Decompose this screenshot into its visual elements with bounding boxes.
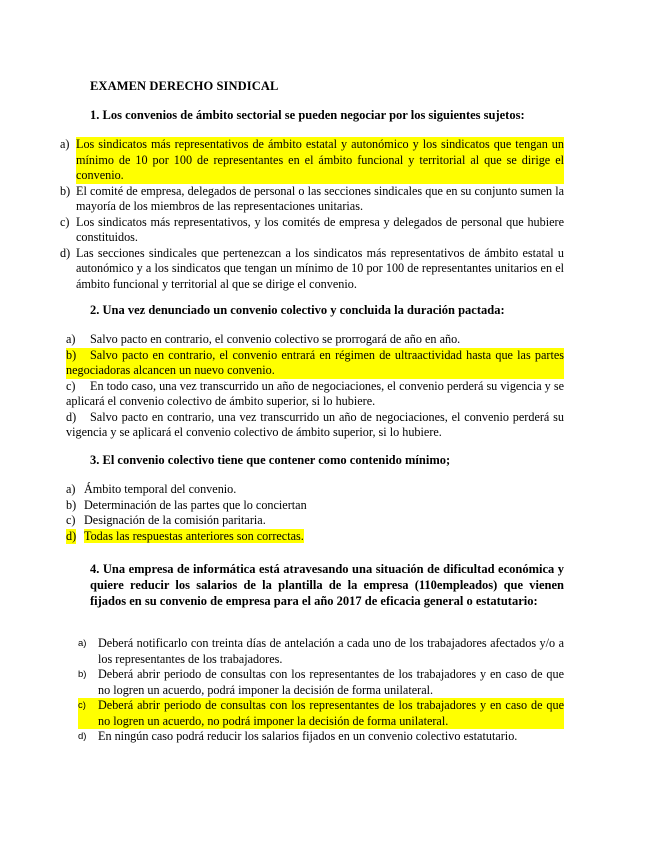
option-text: Los sindicatos más representativos de ámbito estatal y autonómico y los sindicatos que tengan un mínimo de 10 por 100 de representantes en el ámbito funcional y territorial al que se dirige el convenio. [76,137,564,182]
option-text: En ningún caso podrá reducir los salarios fijados en un convenio colectivo estatutario. [98,729,518,743]
question-1-option-d [60,246,564,293]
option-label: a) [78,638,87,649]
option-label: b) [78,669,87,680]
option-label: c) [66,513,76,527]
option-text: Salvo pacto en contrario, una vez transcurrido un año de negociaciones, el convenio perderá su vigencia y se aplicará el convenio colectivo de ámbito superior, si lo hubiere. [66,409,564,439]
question-3-options [66,482,466,544]
question-2-heading: 2. Una vez denunciado un convenio colectivo y concluida la duración pactada: [90,303,505,317]
question-1-options [60,137,564,292]
question-3-option-c [66,513,466,529]
document-title: EXAMEN DERECHO SINDICAL [90,79,279,93]
option-label: c) [60,214,70,229]
option-label: a) [66,332,76,346]
option-text: Salvo pacto en contrario, el convenio entrará en régimen de ultraactividad hasta que las partes negociadoras alcancen un nuevo convenio. [66,347,564,377]
question-2-options [66,332,564,441]
option-text: El comité de empresa, delegados de personal o las secciones sindicales que en su conjunto sumen la mayoría de los miembros de las representaciones unitarias. [76,183,564,213]
option-label: b) [60,183,71,198]
option-label: d) [60,245,71,260]
option-text: Los sindicatos más representativos, y los comités de empresa y delegados de personal que hubiere constituidos. [76,214,564,244]
question-2-option-b [66,348,564,379]
question-1-heading: 1. Los convenios de ámbito sectorial se pueden negociar por los siguientes sujetos: [90,108,525,122]
option-text: Ámbito temporal del convenio. [84,482,237,496]
option-label: d) [66,409,77,424]
question-3-option-b [66,498,466,514]
option-text: Todas las respuestas anteriores son correctas. [84,528,304,543]
question-3-option-a [66,482,466,498]
option-label: d) [78,731,87,742]
question-1-option-c [60,215,564,246]
question-4-option-b [78,667,564,698]
question-2-option-c [66,379,564,410]
option-text: En todo caso, una vez transcurrido un año de negociaciones, el convenio perderá su vigencia y se aplicará el convenio colectivo de ámbito superior, si lo hubiere. [66,378,564,408]
option-text: Deberá abrir periodo de consultas con los representantes de los trabajadores y en caso de que no logren un acuerdo, no podrá imponer la decisión de forma unilateral. [98,698,564,728]
option-text: Deberá abrir periodo de consultas con los representantes de los trabajadores y en caso de que no logren un acuerdo, podrá imponer la decisión de forma unilateral. [98,667,564,697]
question-4-heading: 4. Una empresa de informática está atravesando una situación de dificultad económica y quiere reducir los salarios de la plantilla de la empresa (110empleados) que vienen fijados en su convenio de empresa para el año 2017 de eficacia general o estatutario: [90,562,564,608]
question-2-option-d [66,410,564,441]
option-text: Salvo pacto en contrario, el convenio colectivo se prorrogará de año en año. [90,332,461,346]
question-1-option-b [60,184,564,215]
question-1-option-a [60,137,564,184]
question-4-options [78,636,564,745]
question-3-heading: 3. El convenio colectivo tiene que contener como contenido mínimo; [90,453,451,467]
option-label: a) [66,482,76,496]
option-label: c) [66,378,76,393]
option-label: a) [60,137,70,151]
question-2-option-a [66,332,564,348]
question-4-option-c [78,698,564,729]
question-4-option-d [78,729,564,745]
option-label: b) [66,347,77,362]
option-text: Designación de la comisión paritaria. [84,513,266,527]
option-text: Deberá notificarlo con treinta días de antelación a cada uno de los trabajadores afectados y/o a los representantes de los trabajadores. [98,636,564,666]
option-label: b) [66,497,77,512]
question-3-option-d [66,529,466,545]
option-text: Las secciones sindicales que pertenezcan a los sindicatos más representativos de ámbito estatal u autonómico y a los sindicatos que tengan un mínimo de 10 por 100 de representantes unitarios en el ámbito funcional y territorial al que se dirige el convenio. [76,245,564,291]
option-label: d) [66,528,77,543]
option-text: Determinación de las partes que lo conciertan [84,497,307,512]
question-4-option-a [78,636,564,667]
option-label: c) [78,700,86,711]
